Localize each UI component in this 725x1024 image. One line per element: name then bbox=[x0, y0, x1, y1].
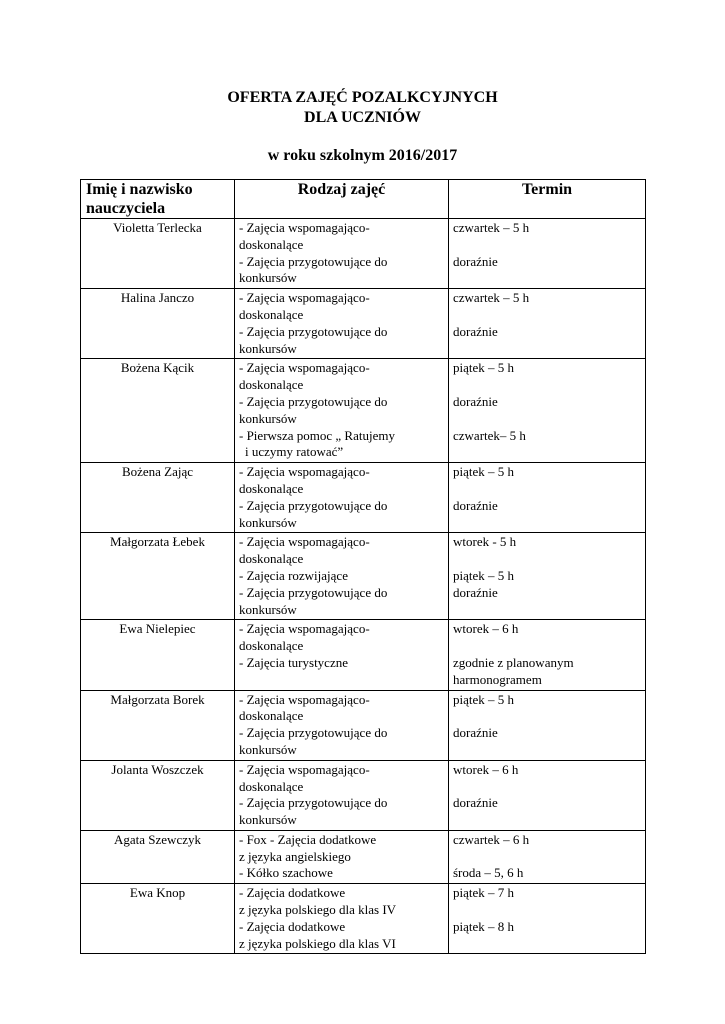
teacher-name: Bożena Kącik bbox=[81, 359, 235, 463]
activity-line: - Zajęcia przygotowujące do bbox=[239, 725, 388, 741]
header-teacher-line1: Imię i nazwisko bbox=[86, 181, 193, 198]
schedule-cell bbox=[449, 690, 646, 760]
activity-line: konkursów bbox=[239, 340, 297, 356]
activity-cell bbox=[235, 359, 449, 463]
schedule-line: doraźnie bbox=[453, 725, 498, 741]
schedule-cell bbox=[449, 884, 646, 954]
schedule-line bbox=[453, 551, 641, 568]
schedule-line bbox=[453, 812, 641, 829]
activity-line: doskonalące bbox=[239, 480, 304, 496]
schedule-line bbox=[453, 270, 641, 287]
schedule-line: wtorek – 6 h bbox=[453, 761, 519, 777]
table-row bbox=[81, 830, 646, 883]
schedule-line bbox=[453, 237, 641, 254]
activity-line: - Fox - Zajęcia dodatkowe bbox=[239, 831, 377, 847]
schedule-line: harmonogramem bbox=[453, 671, 542, 687]
teacher-name: Ewa Knop bbox=[81, 884, 235, 954]
activity-line: z języka polskiego dla klas IV bbox=[239, 902, 397, 918]
schedule-cell bbox=[449, 620, 646, 690]
school-year-heading: w roku szkolnym 2016/2017 bbox=[267, 147, 458, 164]
activity-cell bbox=[235, 533, 449, 620]
activity-cell bbox=[235, 219, 449, 289]
schedule-line bbox=[453, 936, 641, 953]
header-teacher bbox=[81, 180, 235, 219]
table-row bbox=[81, 884, 646, 954]
teacher-name: Jolanta Woszczek bbox=[81, 760, 235, 830]
teacher-name: Bożena Zając bbox=[81, 463, 235, 533]
activities-table bbox=[80, 179, 646, 954]
activity-line: - Zajęcia przygotowujące do bbox=[239, 393, 388, 409]
activity-line: - Zajęcia wspomagająco- bbox=[239, 464, 370, 480]
schedule-cell bbox=[449, 359, 646, 463]
schedule-line bbox=[453, 779, 641, 796]
activity-line: z języka angielskiego bbox=[239, 848, 351, 864]
activity-line: - Zajęcia przygotowujące do bbox=[239, 323, 388, 339]
schedule-line bbox=[453, 602, 641, 619]
activity-cell bbox=[235, 760, 449, 830]
table-row bbox=[81, 690, 646, 760]
schedule-line bbox=[453, 902, 641, 919]
teacher-name: Małgorzata Borek bbox=[81, 690, 235, 760]
schedule-line: środa – 5, 6 h bbox=[453, 865, 524, 881]
activity-line: - Zajęcia przygotowujące do bbox=[239, 497, 388, 513]
document-title: OFERTA ZAJĘĆ POZALKCYJNYCH bbox=[227, 89, 498, 106]
activity-line: - Zajęcia turystyczne bbox=[239, 654, 348, 670]
activity-line: - Zajęcia przygotowujące do bbox=[239, 584, 388, 600]
schedule-line bbox=[453, 307, 641, 324]
schedule-line: doraźnie bbox=[453, 795, 498, 811]
table-row bbox=[81, 289, 646, 359]
schedule-line bbox=[453, 481, 641, 498]
schedule-line: doraźnie bbox=[453, 253, 498, 269]
schedule-cell bbox=[449, 760, 646, 830]
table-row bbox=[81, 359, 646, 463]
activity-line: doskonalące bbox=[239, 236, 304, 252]
header-teacher-line2: nauczyciela bbox=[86, 200, 166, 217]
table-header-row bbox=[81, 180, 646, 219]
header-schedule: Termin bbox=[449, 180, 646, 219]
schedule-line: czwartek – 5 h bbox=[453, 220, 530, 235]
activity-line: doskonalące bbox=[239, 377, 304, 393]
schedule-line bbox=[453, 708, 641, 725]
schedule-line: doraźnie bbox=[453, 393, 498, 409]
activity-line: konkursów bbox=[239, 410, 297, 426]
table-row bbox=[81, 760, 646, 830]
activity-line bbox=[239, 672, 444, 689]
activity-line: konkursów bbox=[239, 741, 297, 757]
schedule-line: piątek – 5 h bbox=[453, 360, 515, 376]
schedule-line: wtorek – 6 h bbox=[453, 621, 519, 637]
schedule-line: wtorek - 5 h bbox=[453, 534, 517, 550]
activity-line: - Zajęcia wspomagająco- bbox=[239, 621, 370, 637]
activity-cell bbox=[235, 620, 449, 690]
schedule-line bbox=[453, 444, 641, 461]
schedule-line: czwartek – 5 h bbox=[453, 290, 530, 306]
schedule-cell bbox=[449, 219, 646, 289]
schedule-line: zgodnie z planowanym bbox=[453, 654, 574, 670]
activity-line: doskonalące bbox=[239, 551, 304, 567]
activity-line: doskonalące bbox=[239, 708, 304, 724]
activity-line: - Zajęcia wspomagająco- bbox=[239, 761, 370, 777]
schedule-line bbox=[453, 341, 641, 358]
header-activity-type: Rodzaj zajęć bbox=[235, 180, 449, 219]
schedule-line: czwartek – 6 h bbox=[453, 831, 530, 847]
activity-line: konkursów bbox=[239, 270, 297, 286]
activity-line: i uczymy ratować” bbox=[245, 444, 344, 460]
activity-line: z języka polskiego dla klas VI bbox=[239, 935, 396, 951]
activity-cell bbox=[235, 289, 449, 359]
activity-line: doskonalące bbox=[239, 306, 304, 322]
schedule-line: doraźnie bbox=[453, 497, 498, 513]
schedule-cell bbox=[449, 289, 646, 359]
schedule-line: piątek – 7 h bbox=[453, 885, 515, 901]
teacher-name: Violetta Terlecka bbox=[81, 219, 235, 289]
schedule-line bbox=[453, 742, 641, 759]
activity-cell bbox=[235, 884, 449, 954]
schedule-line bbox=[453, 515, 641, 532]
activity-line: konkursów bbox=[239, 514, 297, 530]
activity-cell bbox=[235, 463, 449, 533]
activity-line: - Kółko szachowe bbox=[239, 865, 333, 881]
schedule-line: piątek – 5 h bbox=[453, 567, 515, 583]
schedule-line: piątek – 5 h bbox=[453, 464, 515, 480]
schedule-line: piątek – 5 h bbox=[453, 691, 515, 707]
schedule-line: czwartek– 5 h bbox=[453, 427, 526, 443]
activity-line: - Zajęcia wspomagająco- bbox=[239, 691, 370, 707]
table-row bbox=[81, 620, 646, 690]
table-row bbox=[81, 219, 646, 289]
teacher-name: Małgorzata Łebek bbox=[81, 533, 235, 620]
activity-line: - Zajęcia wspomagająco- bbox=[239, 360, 370, 376]
activity-line: konkursów bbox=[239, 601, 297, 617]
schedule-cell bbox=[449, 533, 646, 620]
activity-line: doskonalące bbox=[239, 778, 304, 794]
activity-line: - Zajęcia dodatkowe bbox=[239, 885, 346, 901]
table-row bbox=[81, 463, 646, 533]
activity-line: doskonalące bbox=[239, 638, 304, 654]
schedule-line: doraźnie bbox=[453, 584, 498, 600]
activity-line: - Zajęcia wspomagająco- bbox=[239, 220, 370, 235]
teacher-name: Agata Szewczyk bbox=[81, 830, 235, 883]
table-body bbox=[81, 219, 646, 954]
activity-cell bbox=[235, 690, 449, 760]
activity-line: - Zajęcia przygotowujące do bbox=[239, 795, 388, 811]
activity-line: - Zajęcia wspomagająco- bbox=[239, 534, 370, 550]
schedule-cell bbox=[449, 830, 646, 883]
activity-cell bbox=[235, 830, 449, 883]
activity-line: - Zajęcia dodatkowe bbox=[239, 918, 346, 934]
schedule-line bbox=[453, 638, 641, 655]
schedule-line: piątek – 8 h bbox=[453, 918, 515, 934]
activity-line: konkursów bbox=[239, 812, 297, 828]
activity-line: - Zajęcia rozwijające bbox=[239, 567, 348, 583]
table-row bbox=[81, 533, 646, 620]
activity-line: - Zajęcia wspomagająco- bbox=[239, 290, 370, 306]
schedule-line: doraźnie bbox=[453, 323, 498, 339]
document-subtitle: DLA UCZNIÓW bbox=[304, 109, 421, 126]
schedule-line bbox=[453, 377, 641, 394]
schedule-line bbox=[453, 411, 641, 428]
teacher-name: Ewa Nielepiec bbox=[81, 620, 235, 690]
teacher-name: Halina Janczo bbox=[81, 289, 235, 359]
schedule-line bbox=[453, 849, 641, 866]
activity-line: - Pierwsza pomoc „ Ratujemy bbox=[239, 427, 395, 443]
activity-line: - Zajęcia przygotowujące do bbox=[239, 253, 388, 269]
schedule-cell bbox=[449, 463, 646, 533]
